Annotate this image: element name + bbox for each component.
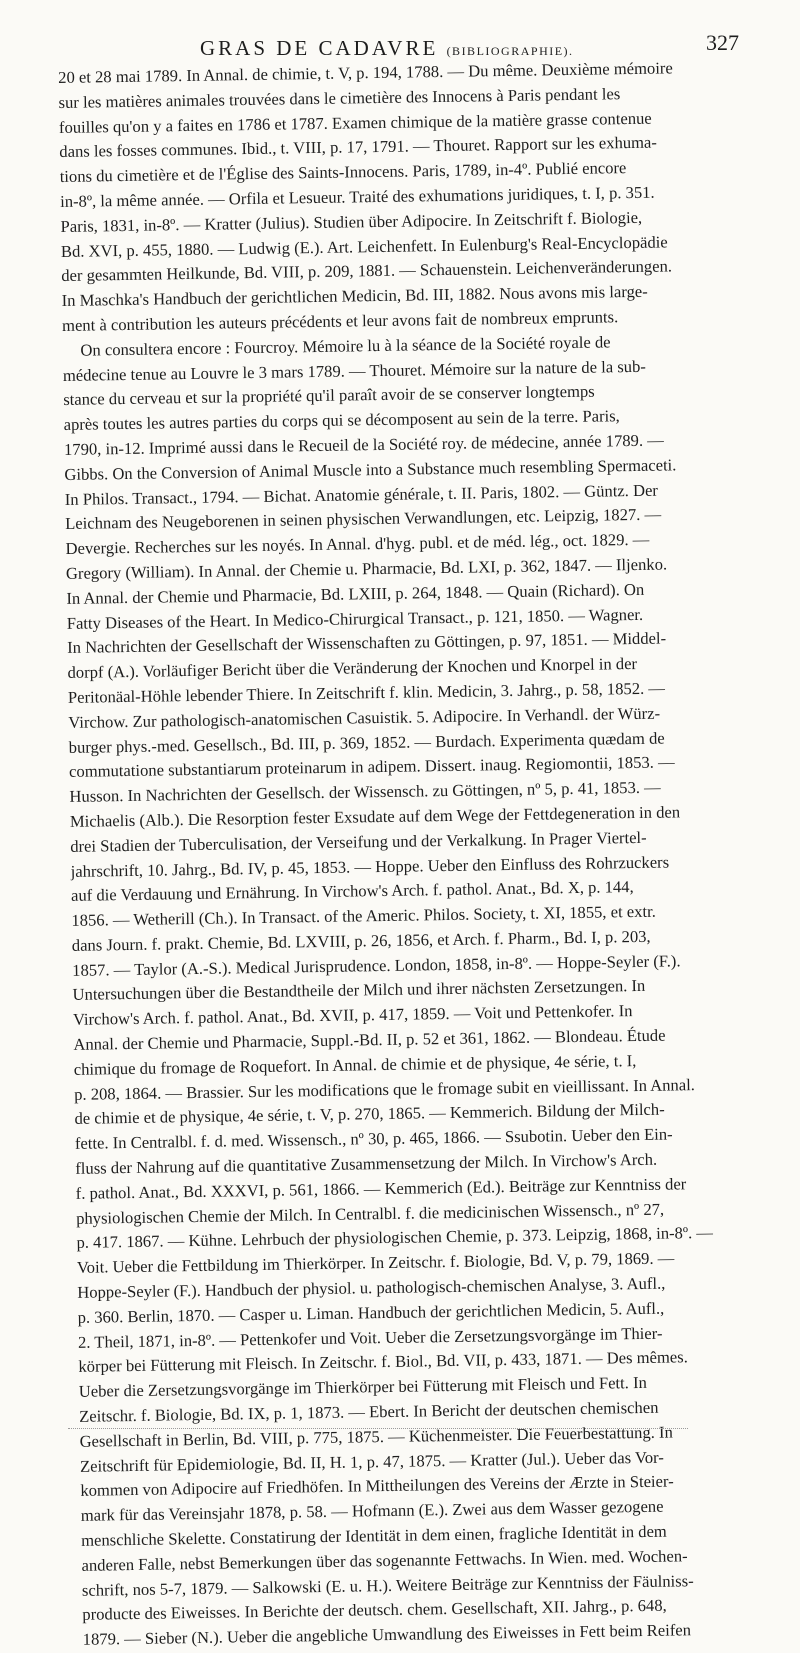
text-line: dans Journ. f. prakt. Chemie, Bd. LXVIII, p. 26, 1856, et Arch. f. Pharm., Bd. I, p. 203, [71,926,651,955]
text-line: fette. In Centralbl. f. d. med. Wissensch., nº 30, p. 465, 1866. — Ssubotin. Ueber den Ein- [74,1124,673,1154]
text-line: tions du cimetière et de l'Église des Saints-Innocens. Paris, 1789, in-4º. Publié encore [59,158,627,187]
text-line: 2. Theil, 1871, in-8º. — Pettenkofer und Voit. Ueber die Zersetzungsvorgänge im Thier- [77,1323,663,1352]
text-line: Virchow's Arch. f. pathol. Anat., Bd. XVII, p. 417, 1859. — Voit und Pettenkofer. In [72,1001,633,1030]
text-line: Gesellschaft in Berlin, Bd. VIII, p. 775, 1875. — Küchenmeister. Die Feuerbestattung. In [79,1422,673,1451]
running-title [200,36,574,61]
text-line: chimique du fromage de Roquefort. In Annal. de chimie et de physique, 4e série, t. I, [73,1050,637,1079]
text-line: médecine tenue au Louvre le 3 mars 1789. — Thouret. Mémoire sur la nature de la sub- [62,356,646,385]
text-line: 1879. — Sieber (N.). Ueber die angebliche Umwandlung des Eiweisses in Fett beim Reifen [82,1620,692,1650]
text-line: commutatione substantiarum proteinarum in adipem. Dissert. inaug. Regiomontii, 1853. — [68,752,675,782]
text-line: Zeitschrift für Epidemiologie, Bd. II, H. 1, p. 47, 1875. — Kratter (Jul.). Ueber das Vor- [79,1447,664,1476]
text-line: menschliche Skelette. Constatirung der Identität in dem einen, fragliche Identität in dem [81,1521,667,1550]
text-line: de chimie et de physique, 4e série, t. V, p. 270, 1865. — Kemmerich. Bildung der Milch- [74,1100,665,1129]
text-line: Annal. der Chemie und Pharmacie, Suppl.-Bd. II, p. 52 et 361, 1862. — Blondeau. Étude [73,1025,666,1054]
text-line: fluss der Nahrung auf die quantitative Zusammensetzung der Milch. In Virchow's Arch. [75,1149,658,1178]
text-line: dans les fosses communes. Ibid., t. VIII, p. 17, 1791. — Thouret. Rapport sur les exhuma- [59,132,658,162]
text-line: 1857. — Taylor (A.-S.). Medical Jurisprudence. London, 1858, in-8º. — Hoppe-Seyler (F.). [72,951,681,980]
text-line: anderen Falle, nebst Bemerkungen über das sogenannte Fettwachs. In Wien. med. Wochen- [81,1546,688,1575]
text-line: Ueber die Zersetzungsvorgänge im Thierkörper bei Fütterung mit Fleisch und Fett. In [78,1373,647,1402]
footer-rule [68,1428,688,1431]
text-line: Husson. In Nachrichten der Gesellsch. der Wissensch. zu Göttingen, nº 5, p. 41, 1853. — [69,777,661,807]
text-line: Leichnam des Neugeborenen in seinen physischen Verwandlungen, etc. Leipzig, 1827. — [65,504,662,534]
text-line: In Annal. der Chemie und Pharmacie, Bd. LXIII, p. 264, 1848. — Quain (Richard). On [66,579,645,608]
text-line: burger phys.-med. Gesellsch., Bd. III, p. 369, 1852. — Burdach. Experimenta quædam de [68,728,665,757]
text-line: p. 360. Berlin, 1870. — Casper u. Liman. Handbuch der gerichtlichen Medicin, 5. Aufl., [77,1298,665,1327]
text-line: Gibbs. On the Conversion of Animal Muscle into a Substance much resembling Spermaceti. [64,455,677,484]
text-line: fouilles qu'on y a faites en 1786 et 1787. Examen chimique de la matière grasse contenue [58,108,652,137]
text-line: In Nachrichten der Gesellschaft der Wissenschaften zu Göttingen, p. 97, 1851. — Middel- [66,628,667,658]
text-line: schrift, nos 5-7, 1879. — Salkowski (E. u. H.). Weitere Beiträge zur Kenntniss der Fäulniss- [81,1570,694,1600]
text-line: mark für das Vereinsjahr 1878, p. 58. — Hofmann (E.). Zwei aus dem Wasser gezogene [80,1496,664,1526]
text-line: kommen von Adipocire auf Friedhöfen. In Mittheilungen des Vereins der Ærzte in Steier- [80,1471,674,1501]
text-line: Virchow. Zur pathologisch-anatomischen Casuistik. 5. Adipocire. In Verhandl. der Würz- [68,703,661,732]
page-number: 327 [706,30,739,55]
text-line: ment à contribution les auteurs précédents et leur avons fait de nombreux emprunts. [61,307,619,335]
text-line: Bd. XVI, p. 455, 1880. — Ludwig (E.). Art. Leichenfett. In Eulenburg's Real-Encyclopädie [60,232,668,261]
text-line: Paris, 1831, in-8º. — Kratter (Julius). Studien über Adipocire. In Zeitschrift f. Biologie, [60,207,643,236]
text-line: Michaelis (Alb.). Die Resorption fester Exsudate auf dem Wege der Fettdegeneration in den [69,802,681,831]
text-line: Peritonäal-Höhle lebender Thiere. In Zeitschrift f. klin. Medicin, 3. Jahrg., p. 58, 1852. — [67,678,666,707]
text-line: drei Stadien der Tuberculisation, der Verseifung und der Verkalkung. In Prager Viertel- [70,827,647,856]
running-title-subtitle: (BIBLIOGRAPHIE). [446,44,574,58]
text-line: sur les matières animales trouvées dans le cimetière des Innocens à Paris pendant les [58,83,621,112]
text-line: 1856. — Wetherill (Ch.). In Transact. of the Americ. Philos. Society, t. XI, 1855, et extr. [71,901,656,930]
text-line: Voit. Ueber die Fettbildung im Thierkörper. In Zeitschr. f. Biologie, Bd. V, p. 79, 1869. — [76,1248,675,1278]
running-title-main: GRAS DE CADAVRE [200,36,439,60]
text-line: après toutes les autres parties du corps qui se décomposent au sein de la terre. Paris, [63,406,620,435]
text-line: jahrschrift, 10. Jahrg., Bd. IV, p. 45, 1853. — Hoppe. Ueber den Einfluss des Rohrzuckers [70,852,670,881]
text-line: p. 417. 1867. — Kühne. Lehrbuch der physiologischen Chemie, p. 373. Leipzig, 1868, in-8º. — [76,1223,714,1253]
text-line: Fatty Diseases of the Heart. In Medico-Chirurgical Transact., p. 121, 1850. — Wagner. [66,604,644,633]
text-line: stance du cerveau et sur la propriété qu'il paraît avoir de se conserver longtemps [63,381,595,410]
text-line: On consultera encore : Fourcroy. Mémoire lu à la séance de la Société royale de [80,332,611,360]
text-line: Untersuchungen über die Bestandtheile der Milch und ihrer nächsten Zersetzungen. In [72,976,646,1005]
text-line: Gregory (William). In Annal. der Chemie u. Pharmacie, Bd. LXI, p. 362, 1847. — Iljenko. [65,554,668,583]
text-line: In Philos. Transact., 1794. — Bichat. Anatomie générale, t. II. Paris, 1802. — Güntz. Der [64,480,659,509]
text-line: der gesammten Heilkunde, Bd. VIII, p. 209, 1881. — Schauenstein. Leichenveränderungen. [61,256,673,286]
text-line: Devergie. Recherches sur les noyés. In Annal. d'hyg. publ. et de méd. lég., oct. 1829. — [65,529,650,559]
text-line: körper bei Fütterung mit Fleisch. In Zeitschr. f. Biol., Bd. VII, p. 433, 1871. — Des mêmes. [78,1347,688,1377]
text-line: p. 208, 1864. — Brassier. Sur les modifications que le fromage subit en vieillissant. In Annal. [74,1074,696,1104]
text-line: Zeitschr. f. Biologie, Bd. IX, p. 1, 1873. — Ebert. In Bericht der deutschen chemischen [79,1397,659,1426]
text-line: dorpf (A.). Vorläufiger Bericht über die Veränderung der Knochen und Knorpel in der [67,654,638,683]
text-line: producte des Eiweisses. In Berichte der deutsch. chem. Gesellschaft, XII. Jahrg., p. 648, [82,1596,667,1625]
bibliography-text [58,55,759,1650]
text-line: physiologischen Chemie der Milch. In Centralbl. f. die medicinischen Wissensch., nº 27, [75,1199,665,1228]
text-line: Hoppe-Seyler (F.). Handbuch der physiol. u. pathologisch-chemischen Analyse, 3. Aufl., [77,1273,666,1302]
text-line: In Maschka's Handbuch der gerichtlichen Medicin, Bd. III, 1882. Nous avons mis large- [61,281,648,311]
text-line: f. pathol. Anat., Bd. XXXVI, p. 561, 1866. — Kemmerich (Ed.). Beiträge zur Kenntniss der [75,1174,687,1203]
text-line: in-8º, la même année. — Orfila et Lesueur. Traité des exhumations juridiques, t. I, p. 351. [59,182,655,211]
text-line: 20 et 28 mai 1789. In Annal. de chimie, t. V, p. 194, 1788. — Du même. Deuxième mémoire [58,58,673,87]
text-line: 1790, in-12. Imprimé aussi dans le Recueil de la Société roy. de médecine, année 1789. — [63,430,664,459]
text-line: auf die Verdauung und Ernährung. In Virchow's Arch. f. pathol. Anat., Bd. X, p. 144, [70,877,634,906]
